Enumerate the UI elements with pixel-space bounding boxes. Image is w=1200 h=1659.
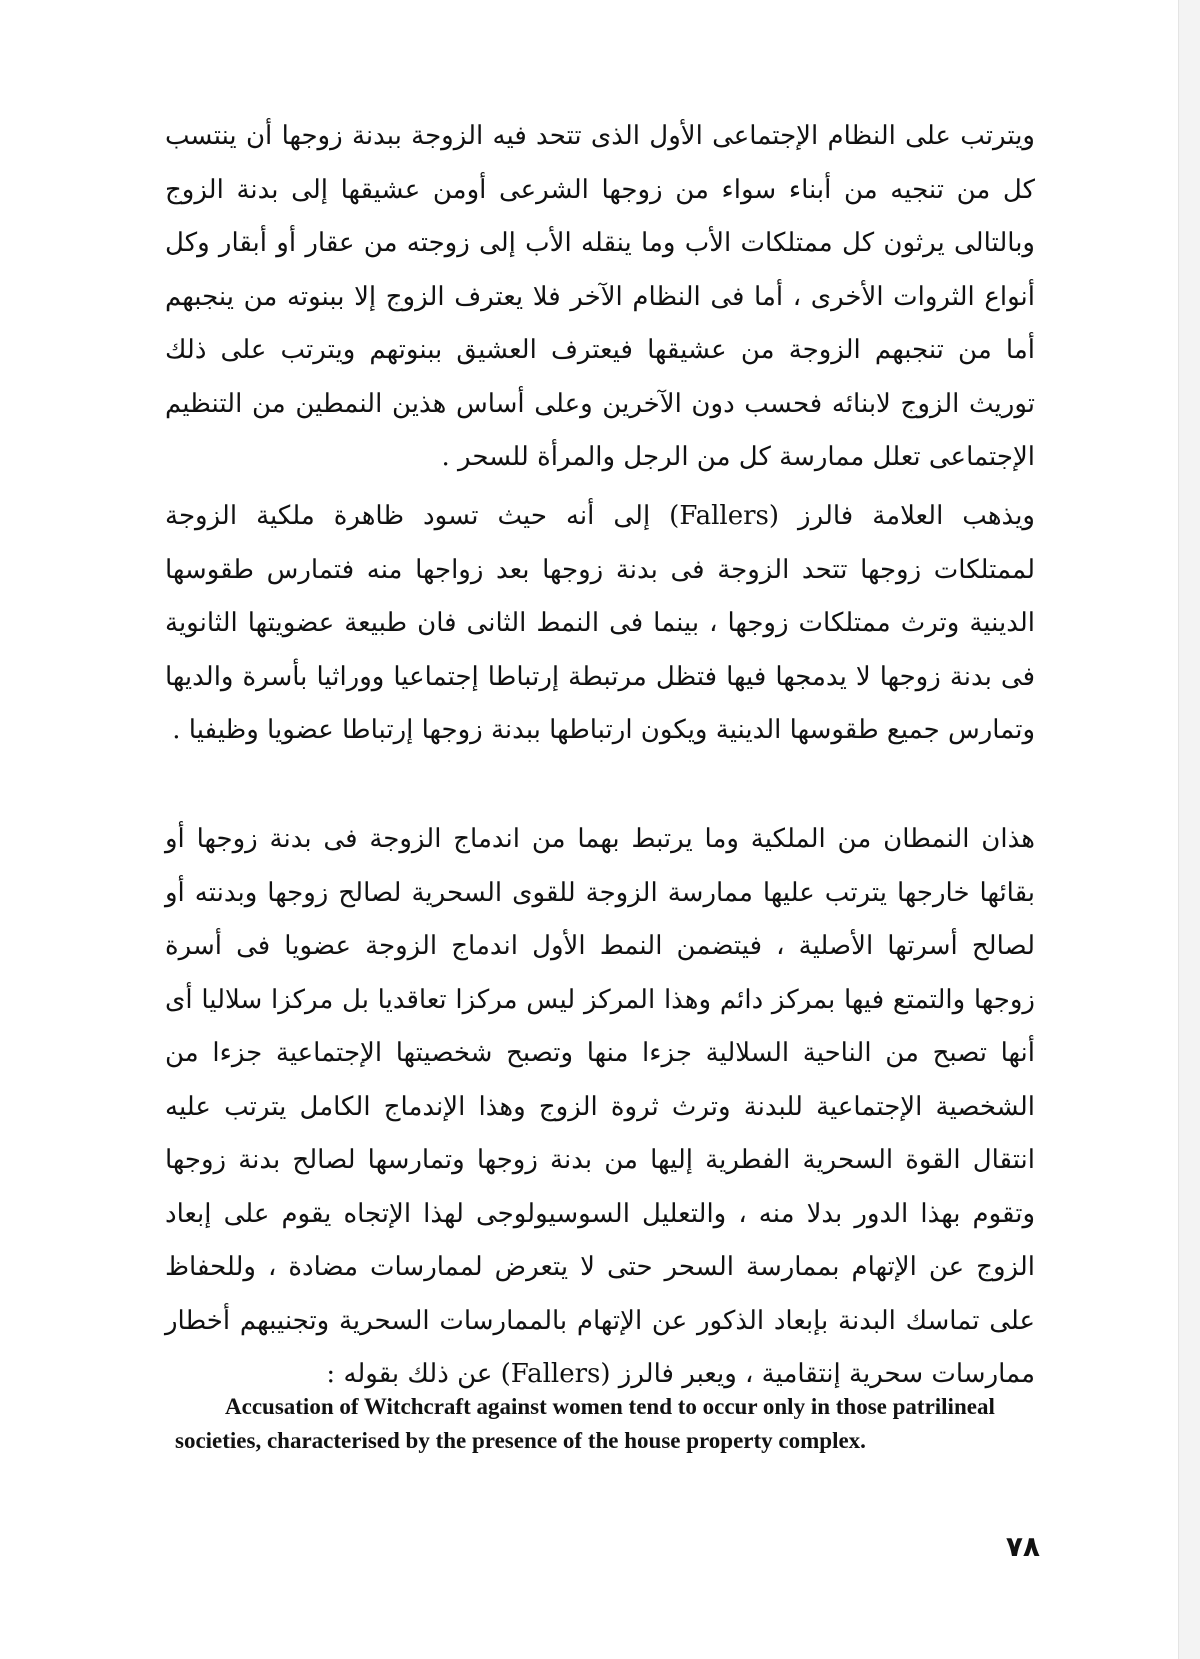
page-edge bbox=[1178, 0, 1200, 1659]
paragraph-3: هذان النمطان من الملكية وما يرتبط بهما من اندماج الزوجة فى بدنة زوجها أو بقائها خارجها يترتب عليها ممارسة الزوجة للقوى السحرية لصالح زوجها وبدنته أو لصالح أسرتها الأصلية ، فيتضمن النمط الأول اندماج الزوجة عضويا فى أسرة زوجها والتمتع فيها بمركز دائم وهذا المركز ليس مركزا تعاقديا بل مركزا سلاليا أى أنها تصبح من الناحية السلالية جزءا منها وتصبح شخصيتها الإجتماعية جزءا من الشخصية الإجتماعية للبدنة وترث ثروة الزوج وهذا الإندماج الكامل يترتب عليه انتقال القوة السحرية الفطرية إليها من بدنة زوجها وتمارسها لصالح بدنة زوجها وتقوم بهذا الدور بدلا منه ، والتعليل السوسيولوجى لهذا الإتجاه يقوم على إبعاد الزوج عن الإتهام بممارسة السحر حتى لا يتعرض لممارسات مضادة ، وللحفاظ على تماسك البدنة بإبعاد الذكور عن الإتهام بالممارسات السحرية وتجنيبهم أخطار ممارسات سحرية إنتقامية ، ويعبر فالرز (Fallers) عن ذلك بقوله : bbox=[165, 824, 1036, 1389]
paragraph-2: ويذهب العلامة فالرز (Fallers) إلى أنه حيث تسود ظاهرة ملكية الزوجة لممتلكات زوجها تتحد الزوجة فى بدنة زوجها بعد زواجها منه فتمارس طقوسها الدينية وترث ممتلكات زوجها ، بينما فى النمط الثانى فان طبيعة عضويتها الثانوية فى بدنة زوجها لا يدمجها فيها فتظل مرتبطة إرتباطا إجتماعيا ووراثيا بأسرة والديها وتمارس جميع طقوسها الدينية ويكون ارتباطها ببدنة زوجها إرتباطا عضويا وظيفيا . bbox=[165, 501, 1035, 745]
english-quotation: Accusation of Witchcraft against women tend to occur only in those patrilineal societies, characterised by the presence of the house property complex. bbox=[175, 1394, 995, 1453]
paragraph-1: ويترتب على النظام الإجتماعى الأول الذى تتحد فيه الزوجة ببدنة زوجها أن ينتسب كل من تنجيه من أبناء سواء من زوجها الشرعى أومن عشيقها إلى بدنة الزوج وبالتالى يرثون كل ممتلكات الأب وما ينقله الأب إلى زوجته من عقار أو أبقار وكل أنواع الثروات الأخرى ، أما فى النظام الآخر فلا يعترف الزوج إلا ببنوته من ينجبهم أما من تنجبهم الزوجة من عشيقها فيعترف العشيق ببنوتهم ويترتب على ذلك توريث الزوج لابنائه فحسب دون الآخرين وعلى أساس هذين النمطين من التنظيم الإجتماعى تعلل ممارسة كل من الرجل والمرأة للسحر . bbox=[165, 121, 1035, 472]
page-number: ٧٨ bbox=[1005, 1530, 1040, 1563]
